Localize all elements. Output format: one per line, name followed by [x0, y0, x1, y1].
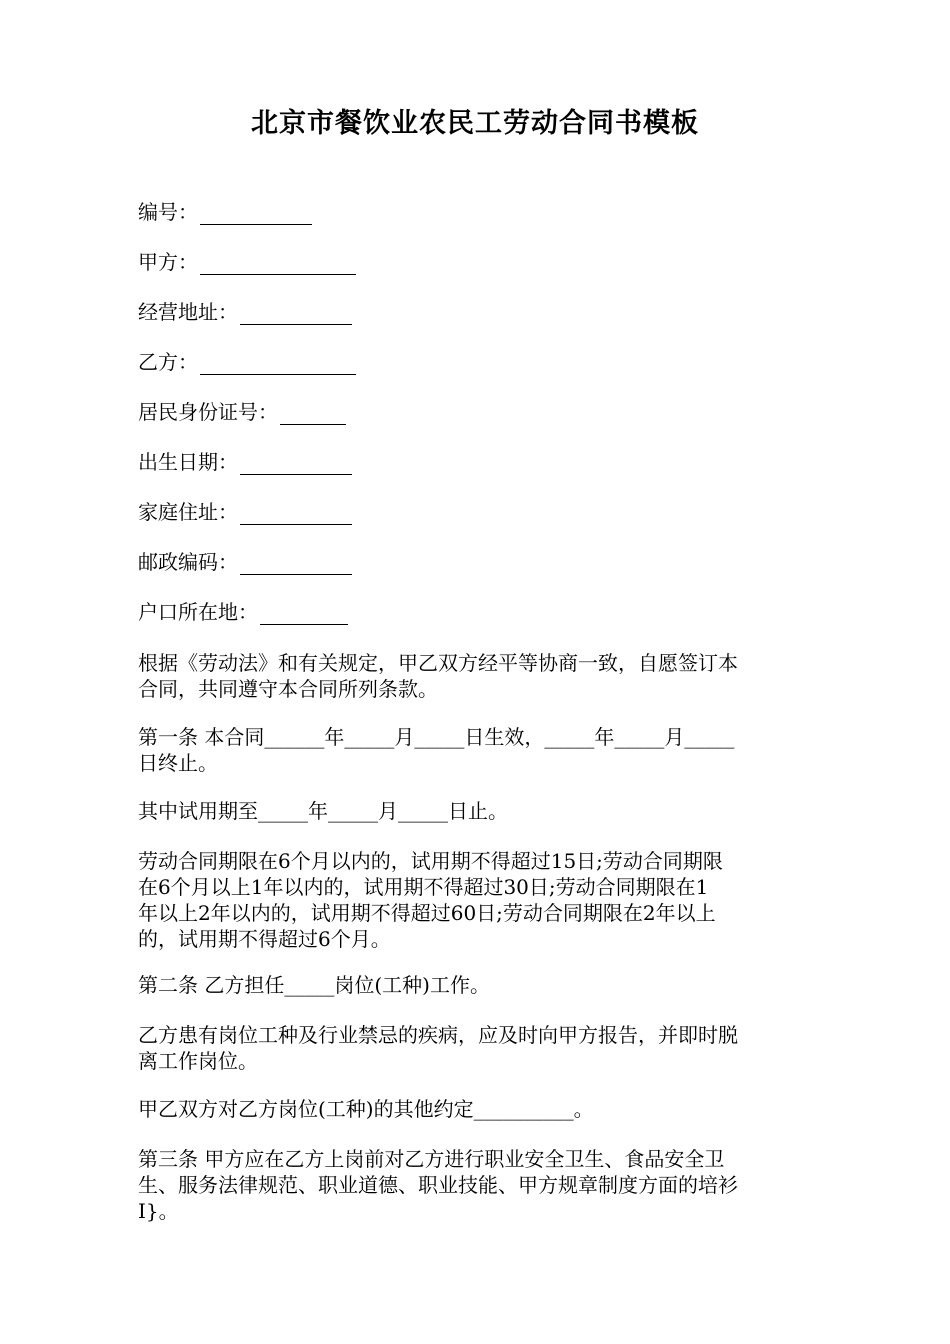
paragraph-article-2 — [138, 972, 818, 998]
paragraph-line: 第三条 甲方应在乙方上岗前对乙方进行职业安全卫生、食品安全卫 — [138, 1147, 725, 1171]
blank-underline — [260, 606, 348, 625]
blank-underline — [240, 556, 352, 575]
paragraph-line: 第二条 乙方担任_____岗位(工种)工作。 — [138, 973, 490, 997]
blank-underline — [200, 356, 356, 375]
field-label: 甲方： — [138, 250, 198, 274]
field-label: 经营地址： — [138, 300, 238, 324]
field-household-registration — [138, 600, 818, 625]
paragraph-article-3 — [138, 1146, 818, 1224]
field-label: 乙方： — [138, 350, 198, 374]
field-label: 家庭住址： — [138, 500, 238, 524]
paragraph-line: I}。 — [138, 1199, 179, 1223]
paragraph-disease-report — [138, 1022, 818, 1074]
field-id-number — [138, 400, 818, 425]
field-party-b — [138, 350, 818, 375]
paragraph-other-agreement — [138, 1096, 818, 1122]
blank-underline — [240, 306, 352, 325]
paragraph-preamble — [138, 650, 818, 702]
field-birth-date — [138, 450, 818, 475]
paragraph-probation-rules — [138, 848, 818, 952]
blank-underline — [200, 206, 312, 225]
paragraph-line: 其中试用期至_____年_____月_____日止。 — [138, 799, 508, 823]
field-label: 编号： — [138, 200, 198, 224]
blank-underline — [200, 256, 356, 275]
field-label: 邮政编码： — [138, 550, 238, 574]
paragraph-probation-end — [138, 798, 818, 824]
paragraph-line: 乙方患有岗位工种及行业禁忌的疾病，应及时向甲方报告，并即时脱 — [138, 1023, 738, 1047]
field-label: 户口所在地： — [138, 600, 258, 624]
paragraph-line: 第一条 本合同______年_____月_____日生效，_____年_____月_____ — [138, 725, 735, 749]
paragraph-line: 合同，共同遵守本合同所列条款。 — [138, 677, 438, 701]
field-postal-code — [138, 550, 818, 575]
field-serial-number — [138, 200, 818, 225]
field-home-address — [138, 500, 818, 525]
field-label: 出生日期： — [138, 450, 238, 474]
paragraph-line: 离工作岗位。 — [138, 1049, 258, 1073]
paragraph-line: 根据《劳动法》和有关规定，甲乙双方经平等协商一致，自愿签订本 — [138, 651, 738, 675]
paragraph-line: 生、服务法律规范、职业道德、职业技能、甲方规章制度方面的培衫 — [138, 1173, 738, 1197]
paragraph-line: 甲乙双方对乙方岗位(工种)的其他约定__________。 — [138, 1097, 594, 1121]
document-title: 北京市餐饮业农民工劳动合同书模板 — [251, 108, 699, 139]
paragraph-line: 劳动合同期限在6个月以内的，试用期不得超过15日;劳动合同期限 — [138, 849, 723, 873]
blank-underline — [240, 506, 352, 525]
field-party-a — [138, 250, 818, 275]
paragraph-article-1 — [138, 724, 818, 776]
field-label: 居民身份证号： — [138, 400, 278, 424]
paragraph-line: 在6个月以上1年以内的，试用期不得超过30日;劳动合同期限在1 — [138, 875, 709, 899]
field-business-address — [138, 300, 818, 325]
blank-underline — [280, 406, 346, 425]
paragraph-line: 的，试用期不得超过6个月。 — [138, 927, 391, 951]
blank-underline — [240, 456, 352, 475]
paragraph-line: 日终止。 — [138, 751, 218, 775]
paragraph-line: 年以上2年以内的，试用期不得超过60日;劳动合同期限在2年以上 — [138, 901, 716, 925]
